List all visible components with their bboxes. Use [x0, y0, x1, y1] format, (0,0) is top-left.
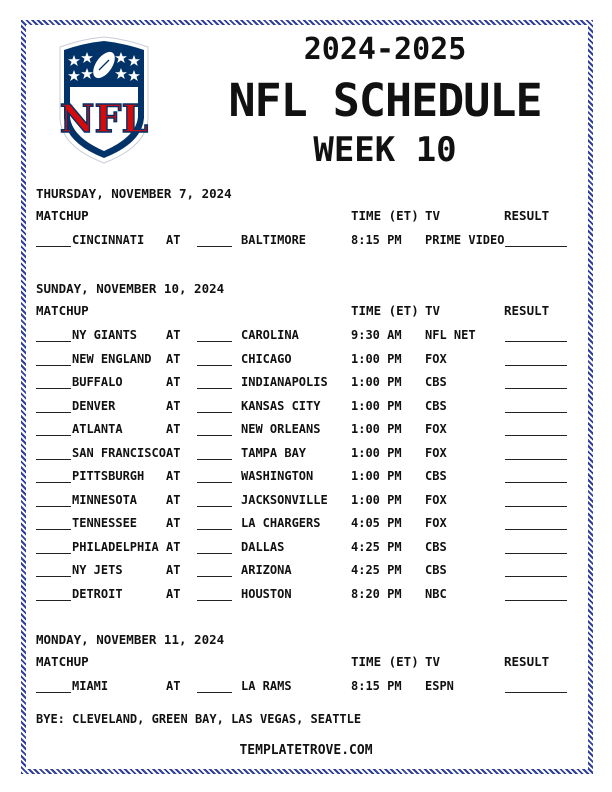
game-time: 4:05 PM [351, 516, 402, 530]
tv-network: CBS [425, 539, 447, 554]
game-row [0, 233, 612, 251]
at-label: AT [166, 469, 181, 483]
time-header: TIME (ET) [351, 654, 419, 669]
footer-site: TEMPLATETROVE.COM [239, 743, 373, 758]
result-header: RESULT [504, 654, 550, 669]
away-score-blank [36, 692, 71, 693]
home-score-blank [197, 435, 232, 436]
game-time: 9:30 AM [351, 328, 402, 342]
matchup-header: MATCHUP [36, 303, 89, 318]
at-label: AT [166, 398, 181, 413]
tv-network: FOX [425, 351, 447, 366]
home-score-blank [197, 553, 232, 554]
away-team: PHILADELPHIA [72, 539, 159, 554]
result-blank [505, 365, 567, 366]
day-label: MONDAY, NOVEMBER 11, 2024 [36, 632, 225, 647]
home-score-blank [197, 341, 232, 342]
result-blank [505, 506, 567, 507]
home-score-blank [197, 246, 232, 247]
matchup-header: MATCHUP [36, 654, 89, 669]
home-team: LA CHARGERS [241, 516, 321, 530]
result-blank [505, 576, 567, 577]
result-header: RESULT [504, 303, 550, 318]
season-title: 2024-2025 [303, 32, 467, 67]
home-team: HOUSTON [241, 586, 292, 601]
game-time: 8:20 PM [351, 586, 402, 601]
home-team: ARIZONA [241, 563, 292, 577]
away-team: ATLANTA [72, 422, 123, 436]
game-time: 1:00 PM [351, 351, 402, 366]
game-row [0, 375, 612, 393]
at-label: AT [166, 233, 181, 247]
at-label: AT [166, 351, 181, 366]
tv-header: TV [425, 654, 441, 669]
result-blank [505, 482, 567, 483]
result-blank [505, 246, 567, 247]
away-team: NY JETS [72, 563, 123, 577]
game-time: 4:25 PM [351, 563, 402, 577]
result-header: RESULT [504, 208, 550, 223]
game-row [0, 328, 612, 346]
result-blank [505, 412, 567, 413]
day-label: SUNDAY, NOVEMBER 10, 2024 [36, 281, 225, 296]
at-label: AT [166, 445, 181, 460]
home-score-blank [197, 365, 232, 366]
tv-network: PRIME VIDEO [425, 233, 505, 247]
game-time: 8:15 PM [351, 679, 402, 693]
time-header: TIME (ET) [351, 208, 419, 223]
away-team: NY GIANTS [72, 328, 138, 342]
game-row [0, 679, 612, 697]
away-score-blank [36, 388, 71, 389]
away-score-blank [36, 600, 71, 601]
home-score-blank [197, 482, 232, 483]
game-row [0, 563, 612, 581]
result-blank [505, 692, 567, 693]
game-time: 1:00 PM [351, 422, 402, 436]
home-score-blank [197, 506, 232, 507]
at-label: AT [166, 328, 181, 342]
result-blank [505, 341, 567, 342]
home-score-blank [197, 692, 232, 693]
tv-network: CBS [425, 469, 447, 483]
away-team: BUFFALO [72, 375, 123, 389]
at-label: AT [166, 679, 181, 693]
away-team: TENNESSEE [72, 516, 138, 530]
bye-teams: BYE: CLEVELAND, GREEN BAY, LAS VEGAS, SEATTLE [36, 712, 362, 726]
tv-header: TV [425, 208, 441, 223]
at-label: AT [166, 422, 181, 436]
tv-network: CBS [425, 563, 447, 577]
away-score-blank [36, 529, 71, 530]
home-team: JACKSONVILLE [241, 492, 328, 507]
home-score-blank [197, 529, 232, 530]
game-row [0, 352, 612, 370]
away-score-blank [36, 246, 71, 247]
game-time: 1:00 PM [351, 445, 402, 460]
week-title: WEEK 10 [313, 130, 457, 170]
at-label: AT [166, 586, 181, 601]
game-row [0, 587, 612, 605]
at-label: AT [166, 539, 181, 554]
game-row [0, 399, 612, 417]
home-score-blank [197, 412, 232, 413]
home-team: WASHINGTON [241, 469, 314, 483]
away-score-blank [36, 553, 71, 554]
result-blank [505, 529, 567, 530]
tv-network: ESPN [425, 679, 454, 693]
away-team: PITTSBURGH [72, 469, 145, 483]
away-team: MINNESOTA [72, 492, 138, 507]
home-team: NEW ORLEANS [241, 422, 321, 436]
home-team: CAROLINA [241, 328, 299, 342]
game-row [0, 493, 612, 511]
result-blank [505, 388, 567, 389]
tv-network: FOX [425, 492, 447, 507]
home-score-blank [197, 600, 232, 601]
tv-network: FOX [425, 516, 447, 530]
home-team: CHICAGO [241, 351, 292, 366]
home-score-blank [197, 388, 232, 389]
away-score-blank [36, 435, 71, 436]
home-team: KANSAS CITY [241, 398, 321, 413]
day-label: THURSDAY, NOVEMBER 7, 2024 [36, 186, 232, 201]
home-score-blank [197, 459, 232, 460]
away-score-blank [36, 341, 71, 342]
away-team: NEW ENGLAND [72, 351, 152, 366]
tv-network: NBC [425, 586, 447, 601]
home-team: INDIANAPOLIS [241, 375, 328, 389]
away-score-blank [36, 482, 71, 483]
game-time: 1:00 PM [351, 398, 402, 413]
home-score-blank [197, 576, 232, 577]
home-team: LA RAMS [241, 679, 292, 693]
home-team: TAMPA BAY [241, 445, 307, 460]
game-row [0, 469, 612, 487]
game-row [0, 516, 612, 534]
time-header: TIME (ET) [351, 303, 419, 318]
matchup-header: MATCHUP [36, 208, 89, 223]
game-time: 4:25 PM [351, 539, 402, 554]
away-score-blank [36, 576, 71, 577]
away-team: MIAMI [72, 679, 109, 693]
away-team: DETROIT [72, 586, 123, 601]
home-team: BALTIMORE [241, 233, 307, 247]
away-score-blank [36, 365, 71, 366]
tv-network: CBS [425, 375, 447, 389]
game-time: 8:15 PM [351, 233, 402, 247]
nfl-shield-logo [54, 35, 154, 165]
result-blank [505, 435, 567, 436]
result-blank [505, 600, 567, 601]
tv-network: CBS [425, 398, 447, 413]
at-label: AT [166, 492, 181, 507]
result-blank [505, 459, 567, 460]
away-score-blank [36, 459, 71, 460]
away-score-blank [36, 412, 71, 413]
tv-network: FOX [425, 445, 447, 460]
game-time: 1:00 PM [351, 469, 402, 483]
home-team: DALLAS [241, 539, 285, 554]
game-row [0, 446, 612, 464]
schedule-title: NFL SCHEDULE [228, 74, 542, 127]
at-label: AT [166, 516, 181, 530]
game-time: 1:00 PM [351, 375, 402, 389]
away-score-blank [36, 506, 71, 507]
tv-header: TV [425, 303, 441, 318]
tv-network: NFL NET [425, 328, 476, 342]
logo-text: NFL [59, 96, 149, 141]
away-team: DENVER [72, 398, 116, 413]
game-row [0, 422, 612, 440]
tv-network: FOX [425, 422, 447, 436]
game-row [0, 540, 612, 558]
game-time: 1:00 PM [351, 492, 402, 507]
at-label: AT [166, 563, 181, 577]
away-team: SAN FRANCISCO [72, 445, 166, 460]
away-team: CINCINNATI [72, 233, 145, 247]
at-label: AT [166, 375, 181, 389]
result-blank [505, 553, 567, 554]
